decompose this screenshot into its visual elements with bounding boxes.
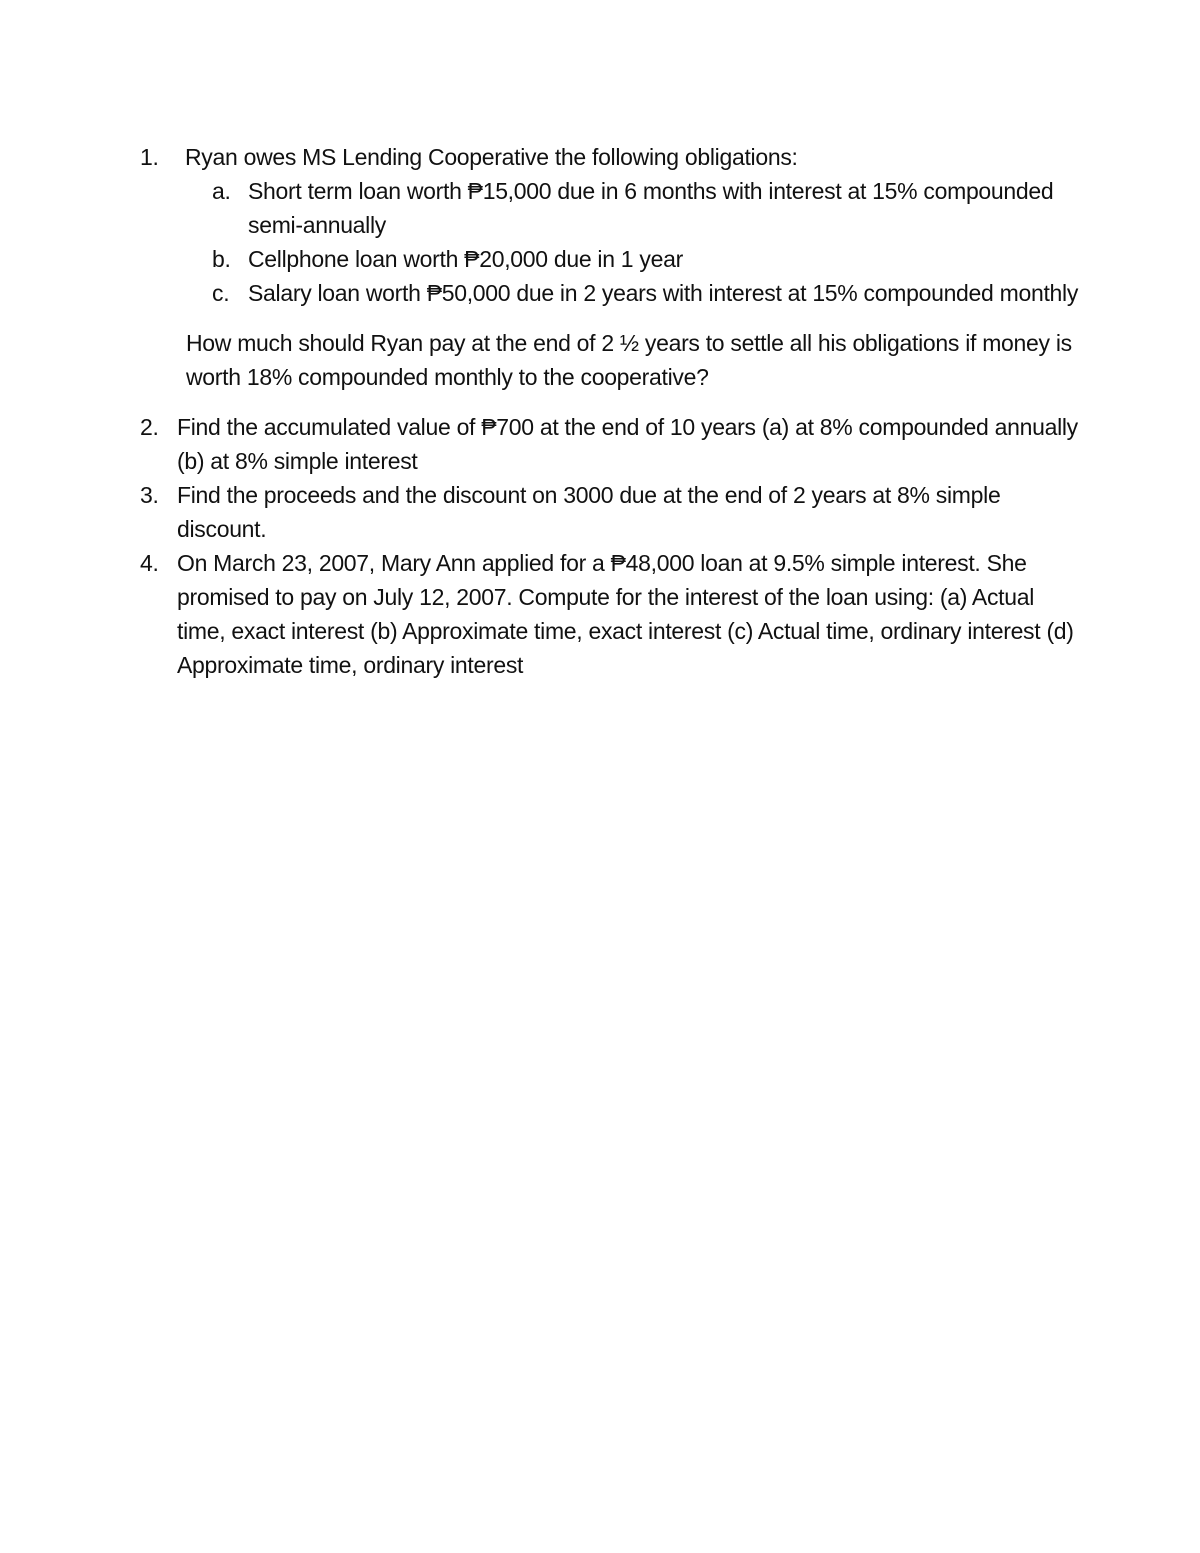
problem-text: Ryan owes MS Lending Cooperative the following obligations: bbox=[185, 144, 798, 170]
obligation-text: Cellphone loan worth ₱20,000 due in 1 year bbox=[248, 246, 683, 272]
obligation-letter: c. bbox=[212, 280, 230, 306]
problem-2 bbox=[140, 410, 1080, 478]
problem-text: Find the proceeds and the discount on 3000 due at the end of 2 years at 8% simple discount. bbox=[177, 482, 1001, 542]
obligation-item bbox=[212, 276, 1080, 310]
problem-number: 4. bbox=[140, 550, 159, 576]
obligation-item bbox=[212, 242, 1080, 276]
obligation-list bbox=[140, 174, 1080, 310]
problem-list bbox=[140, 140, 1080, 682]
problem-text: On March 23, 2007, Mary Ann applied for a ₱48,000 loan at 9.5% simple interest. She promised to pay on July 12, 2007. Compute for the interest of the loan using: (a) Actual time, exact interest (b) Approximate time, exact interest (c) Actual time, ordinary interest (d) Approximate time, ordinary interest bbox=[177, 550, 1074, 678]
obligation-letter: b. bbox=[212, 246, 231, 272]
obligation-text: Salary loan worth ₱50,000 due in 2 years with interest at 15% compounded monthly bbox=[248, 280, 1079, 306]
obligation-text: Short term loan worth ₱15,000 due in 6 months with interest at 15% compounded semi-annually bbox=[248, 178, 1054, 238]
problem-1-question: How much should Ryan pay at the end of 2 ½ years to settle all his obligations if money is worth 18% compounded monthly to the cooperative? bbox=[186, 330, 1072, 390]
obligation-item bbox=[212, 174, 1080, 242]
problem-4 bbox=[140, 546, 1080, 682]
problem-number: 2. bbox=[140, 414, 159, 440]
problem-1 bbox=[140, 140, 1080, 174]
problem-3 bbox=[140, 478, 1080, 546]
problem-number: 3. bbox=[140, 482, 159, 508]
problem-number: 1. bbox=[140, 144, 159, 170]
obligation-letter: a. bbox=[212, 178, 231, 204]
problem-text: Find the accumulated value of ₱700 at the end of 10 years (a) at 8% compounded annually (b) at 8% simple interest bbox=[177, 414, 1078, 474]
